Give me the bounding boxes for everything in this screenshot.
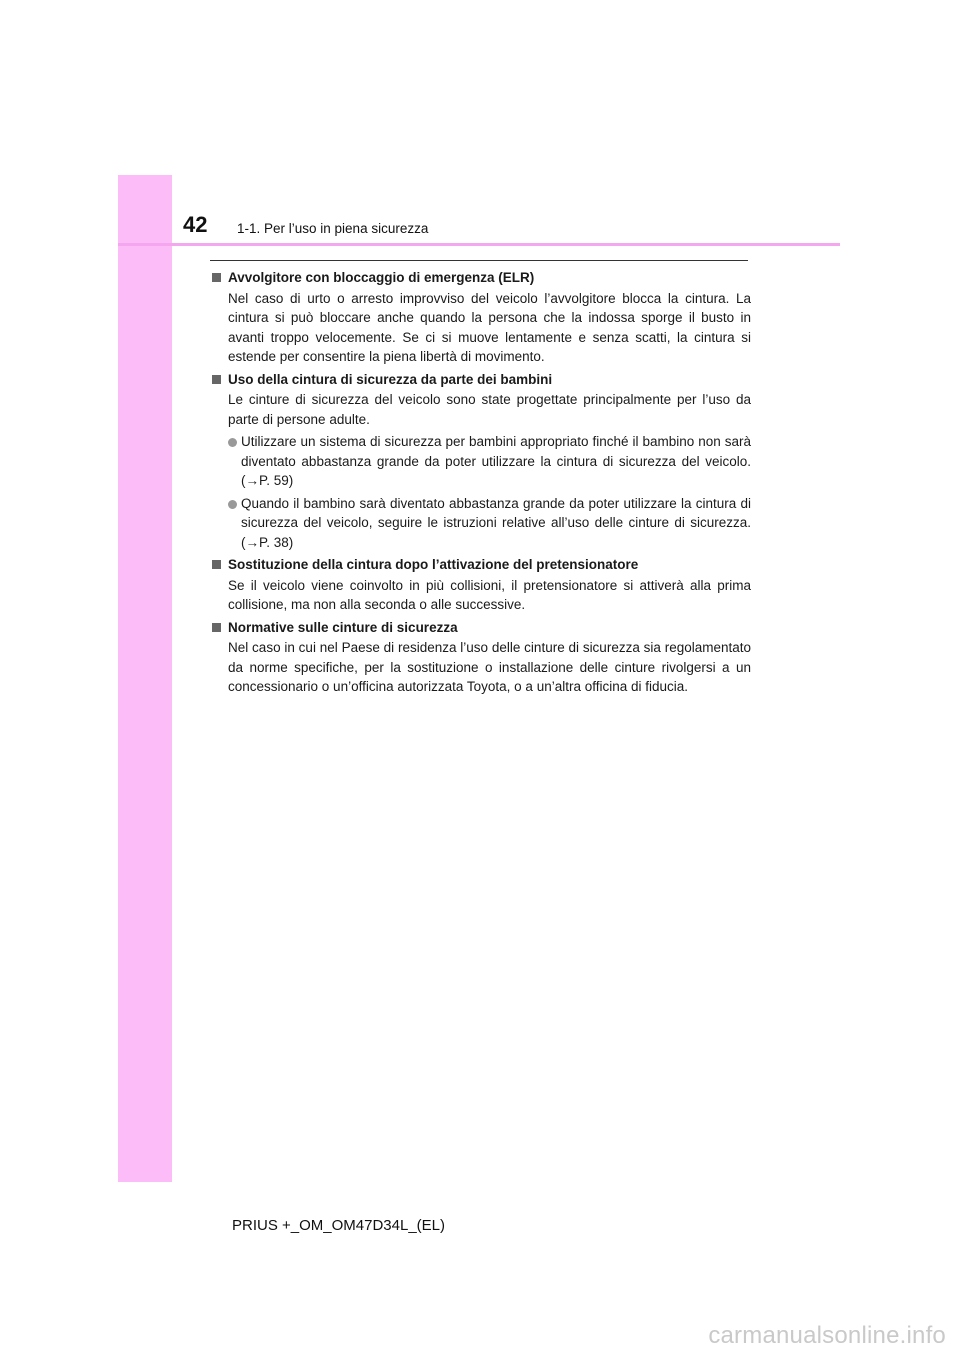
section-heading [211,370,751,390]
section-heading [211,618,751,638]
section-paragraph: Se il veicolo viene coinvolto in più collisioni, il pretensionatore si attiverà alla prima collisione, ma non alla seconda o alle successive. [228,577,751,612]
section-heading-text: Avvolgitore con bloccaggio di emergenza (ELR) [228,270,535,285]
section-heading-text: Uso della cintura di sicurezza da parte dei bambini [228,371,553,387]
section-heading [211,268,751,288]
section-heading-text: Normative sulle cinture di sicurezza [228,619,458,635]
section-paragraph: Nel caso di urto o arresto improvviso del veicolo l’avvolgitore blocca la cintura. La cintura si può bloccare anche quando la persona che la indossa sporge il busto in avanti troppo velocemente. Se ci si muove lentamente e senza scatti, la cintura si estende per consentire la piena libertà di movimento. [228,290,751,364]
section-paragraph: Nel caso in cui nel Paese di residenza l’uso delle cinture di sicurezza sia regolamentato da norme specifiche, per la sostituzione o installazione delle cinture rivolgersi a un concessionario o un’officina autorizzata Toyota, o a un’altra officina di fiducia. [228,640,751,694]
section-pretensioner [211,555,751,615]
side-color-band [118,175,172,1182]
section-heading-text: Sostituzione della cintura dopo l’attivazione del pretensionatore [228,557,639,572]
section-children [211,370,751,553]
circle-bullet-icon [228,438,237,447]
section-elr [211,268,751,367]
document-code: PRIUS +_OM_OM47D34L_(EL) [232,1217,446,1234]
list-item [228,432,751,491]
square-bullet-icon [212,623,221,632]
list-item [228,494,751,553]
section-paragraph: Le cinture di sicurezza del veicolo sono state progettate principalmente per l’uso da parte di persone adulte. [228,392,751,427]
list-item-text: Utilizzare un sistema di sicurezza per bambini appropriato finché il bambino non sarà diventato abbastanza grande da poter utilizzare la cintura di sicurezza del veicolo. (→P. 59) [241,434,751,488]
section-title: 1-1. Per l’uso in piena sicurezza [237,221,429,236]
content-body [211,268,751,700]
content-divider [210,260,748,261]
list-item-text: Quando il bambino sarà diventato abbastanza grande da poter utilizzare la cintura di sicurezza del veicolo, seguire le istruzioni relative all’uso delle cinture di sicurezza. (→P. 38) [241,495,751,550]
square-bullet-icon [212,375,221,384]
watermark: carmanualsonline.info [708,1322,946,1349]
header-rule [118,243,840,246]
square-bullet-icon [212,560,221,569]
section-regulations [211,618,751,697]
circle-bullet-icon [228,500,237,509]
square-bullet-icon [212,273,221,282]
page-number: 42 [183,212,208,237]
section-heading [211,555,751,575]
